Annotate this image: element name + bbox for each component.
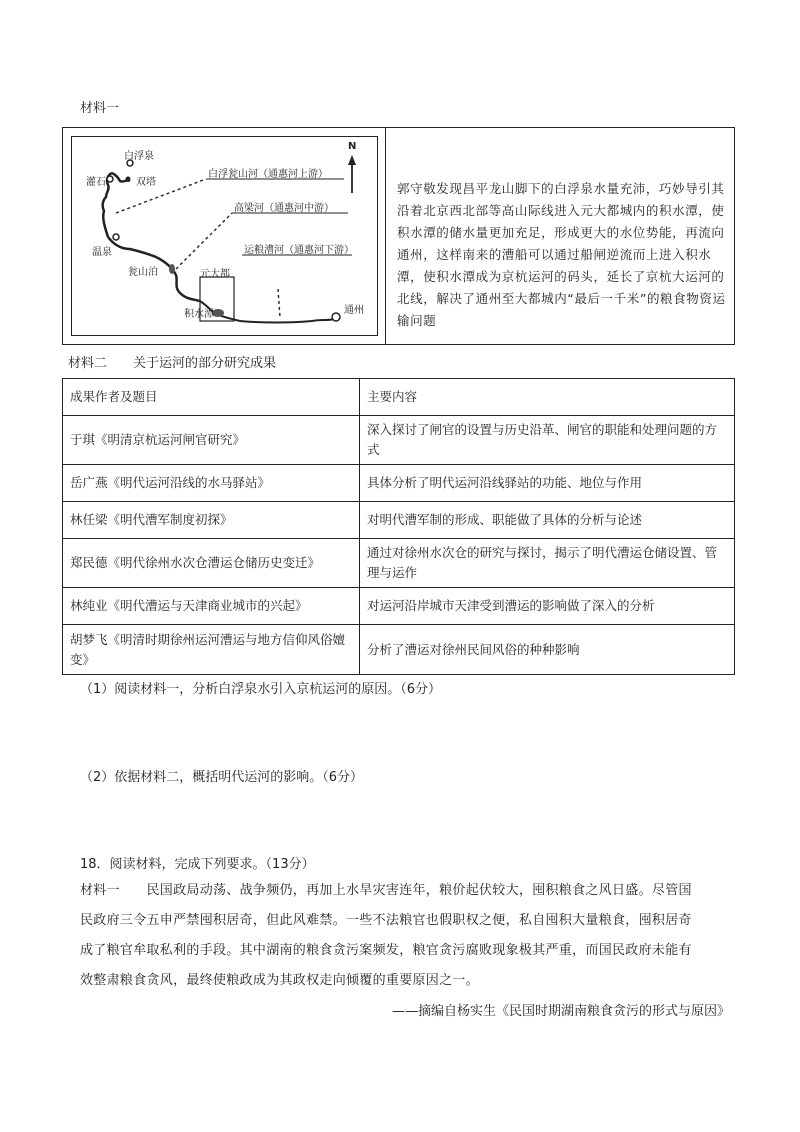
row-content: 分析了漕运对徐州民间风俗的种种影响	[360, 625, 735, 675]
canal-map	[71, 136, 378, 336]
table-row	[63, 416, 735, 465]
table-row	[63, 539, 735, 588]
label-river-lower: 运粮漕河（通惠河下游）	[244, 245, 354, 256]
leader-line-middle	[176, 213, 232, 269]
table-header-row	[63, 379, 735, 416]
leader-line-lower	[278, 289, 280, 317]
label-shuangta: 双塔	[136, 177, 156, 188]
table-row	[63, 502, 735, 539]
q18-line-4: 效整肃粮食贪风，最终使粮政成为其政权走向倾覆的重要原因之一。	[80, 973, 480, 988]
row-author-title: 林纯业《明代漕运与天津商业城市的兴起》	[63, 588, 360, 625]
label-baifuquan: 白浮泉	[124, 151, 154, 162]
material1-label: 材料一	[80, 101, 120, 116]
q18-line-3: 成了粮官牟取私利的手段。其中湖南的粮食贪污案频发，粮官贪污腐败现象极其严重，而国民政府未能有	[80, 943, 692, 958]
label-wengshanbo: 瓮山泊	[128, 267, 158, 278]
row-author-title: 岳广燕《明代运河沿线的水马驿站》	[63, 465, 360, 502]
shuangta-marker	[126, 177, 131, 182]
q18-line-1: 材料一 民国政局动荡、战争频仍，再加上水旱灾害连年，粮价起伏较大，囤积粮食之风日盛。尽管国	[80, 883, 692, 898]
north-arrow-head	[348, 155, 356, 165]
header-author-title: 成果作者及题目	[63, 379, 360, 416]
row-content: 通过对徐州水次仓的研究与探讨，揭示了明代漕运仓储设置、管理与运作	[360, 539, 735, 588]
table-row	[63, 588, 735, 625]
leader-line-upper	[116, 179, 206, 213]
wenquan-marker	[113, 234, 119, 240]
wengshanbo-marker	[169, 264, 175, 274]
row-content: 对运河沿岸城市天津受到漕运的影响做了深入的分析	[360, 588, 735, 625]
row-content: 具体分析了明代运河沿线驿站的功能、地位与作用	[360, 465, 735, 502]
tongzhou-marker	[332, 313, 340, 321]
table-row	[63, 465, 735, 502]
label-guanshi: 灌石	[86, 177, 106, 188]
research-table	[62, 378, 735, 675]
row-content: 对明代漕军制的形成、职能做了具体的分析与论述	[360, 502, 735, 539]
canal-route-upper	[103, 173, 130, 237]
header-content: 主要内容	[360, 379, 735, 416]
label-north: N	[348, 141, 357, 152]
q18-line-2: 民政府三令五申严禁囤积居奇，但此风难禁。一些不法粮官也假职权之便，私自囤积大量粮食，囤积居奇	[80, 913, 692, 928]
row-author-title: 郑民德《明代徐州水次仓漕运仓储历史变迁》	[63, 539, 360, 588]
q18-source: ——摘编自杨实生《民国时期湖南粮食贪污的形式与原因》	[391, 1004, 730, 1019]
label-river-middle: 高梁河（通惠河中游）	[234, 203, 334, 214]
row-author-title: 胡梦飞《明清时期徐州运河漕运与地方信仰风俗嬗变》	[63, 625, 360, 675]
label-river-upper: 白浮瓮山河（通惠河上游）	[208, 169, 328, 180]
question-2: （2）依据材料二，概括明代运河的影响。（6分）	[80, 770, 364, 785]
guanshi-marker	[107, 176, 113, 182]
table-row	[63, 625, 735, 675]
row-author-title: 于琪《明清京杭运河闸官研究》	[63, 416, 360, 465]
question-18-title: 18．阅读材料，完成下列要求。（13分）	[80, 857, 315, 872]
label-tongzhou: 通州	[344, 305, 364, 316]
label-yuandadu: 元大都	[200, 269, 230, 280]
label-wenquan: 温泉	[92, 247, 112, 258]
material1-box	[62, 127, 735, 345]
map-panel	[63, 128, 386, 344]
material1-text: 郭守敬发现昌平龙山脚下的白浮泉水量充沛，巧妙导引其沿着北京西北部等高山际线进入元大都城内的积水潭，使积水潭的储水量更加充足，形成更大的水位势能，再流向通州，这样南来的漕船可以通过船闸逆流而上进入积水潭，使积水潭成为京杭运河的码头，延长了京杭大运河的北线，解决了通州至大都城内“最后一千米”的粮食物资运输问题	[397, 181, 726, 328]
material2-label: 材料二 关于运河的部分研究成果	[68, 356, 277, 371]
label-jishuitan: 积水潭	[184, 309, 214, 320]
row-author-title: 林任梁《明代漕军制度初探》	[63, 502, 360, 539]
question-1: （1）阅读材料一，分析白浮泉水引入京杭运河的原因。（6分）	[80, 682, 442, 697]
row-content: 深入探讨了闸官的设置与历史沿革、闸官的职能和处理问题的方式	[360, 416, 735, 465]
